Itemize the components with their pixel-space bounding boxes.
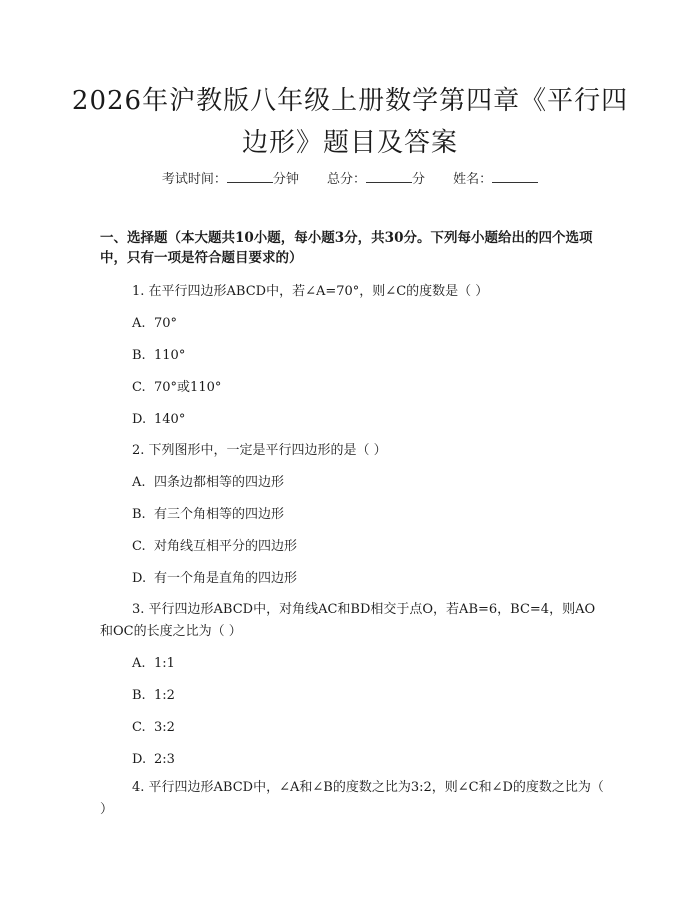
option bbox=[132, 347, 185, 365]
option-letter: D. bbox=[132, 412, 147, 427]
option bbox=[132, 411, 185, 429]
option-text: 1:2 bbox=[154, 688, 175, 703]
option-letter: B. bbox=[132, 348, 146, 363]
time-label: 考试时间： bbox=[161, 172, 227, 187]
option-letter: A. bbox=[132, 316, 146, 331]
option bbox=[132, 379, 221, 397]
option-text: 有一个角是直角的四边形 bbox=[154, 571, 298, 586]
score-label: 总分： bbox=[326, 172, 366, 187]
question-stem: 1. 在平行四边形ABCD中，若∠A=70°，则∠C的度数是（ ） bbox=[132, 284, 489, 299]
name-blank bbox=[492, 170, 538, 183]
option-text: 对角线互相平分的四边形 bbox=[154, 539, 298, 554]
option-text: 110° bbox=[154, 348, 186, 363]
exam-name bbox=[453, 168, 538, 187]
option-text: 1:1 bbox=[154, 656, 175, 671]
option bbox=[132, 719, 175, 737]
option-text: 四条边都相等的四边形 bbox=[154, 475, 285, 490]
score-blank bbox=[366, 170, 412, 183]
time-blank bbox=[227, 170, 273, 183]
name-label: 姓名： bbox=[453, 172, 493, 187]
question-stem: 3. 平行四边形ABCD中，对角线AC和BD相交于点O，若AB=6，BC=4，则AO和OC的长度之比为（ ） bbox=[100, 602, 596, 639]
option bbox=[132, 687, 175, 705]
exam-meta bbox=[0, 168, 700, 187]
option bbox=[132, 655, 175, 673]
question-stem: 4. 平行四边形ABCD中，∠A和∠B的度数之比为3:2，则∠C和∠D的度数之比为（ ） bbox=[100, 780, 604, 817]
time-unit: 分钟 bbox=[272, 172, 299, 187]
option-text: 3:2 bbox=[154, 720, 175, 735]
page-title: 2026年沪教版八年级上册数学第四章《平行四边形》题目及答案 bbox=[71, 86, 629, 158]
option-letter: C. bbox=[132, 720, 146, 735]
option-text: 2:3 bbox=[154, 752, 175, 767]
option-text: 140° bbox=[154, 412, 186, 427]
option-letter: D. bbox=[132, 752, 147, 767]
option-text: 70° bbox=[154, 316, 178, 331]
option-letter: D. bbox=[132, 571, 147, 586]
option-letter: B. bbox=[132, 688, 146, 703]
exam-time bbox=[162, 168, 299, 187]
option-letter: B. bbox=[132, 507, 146, 522]
exam-score bbox=[327, 168, 425, 187]
option bbox=[132, 751, 175, 769]
option-letter: A. bbox=[132, 656, 146, 671]
option bbox=[132, 506, 284, 524]
option bbox=[132, 570, 297, 588]
option bbox=[132, 538, 297, 556]
section-heading: 一、选择题（本大题共10小题，每小题3分，共30分。下列每小题给出的四个选项中，只有一项是符合题目要求的） bbox=[100, 230, 593, 266]
option-text: 70°或110° bbox=[154, 380, 222, 395]
option-letter: A. bbox=[132, 475, 146, 490]
option bbox=[132, 474, 284, 492]
option bbox=[132, 315, 177, 333]
option-letter: C. bbox=[132, 539, 146, 554]
score-unit: 分 bbox=[412, 172, 426, 187]
question-stem: 2. 下列图形中，一定是平行四边形的是（ ） bbox=[132, 443, 387, 458]
option-text: 有三个角相等的四边形 bbox=[154, 507, 285, 522]
option-letter: C. bbox=[132, 380, 146, 395]
